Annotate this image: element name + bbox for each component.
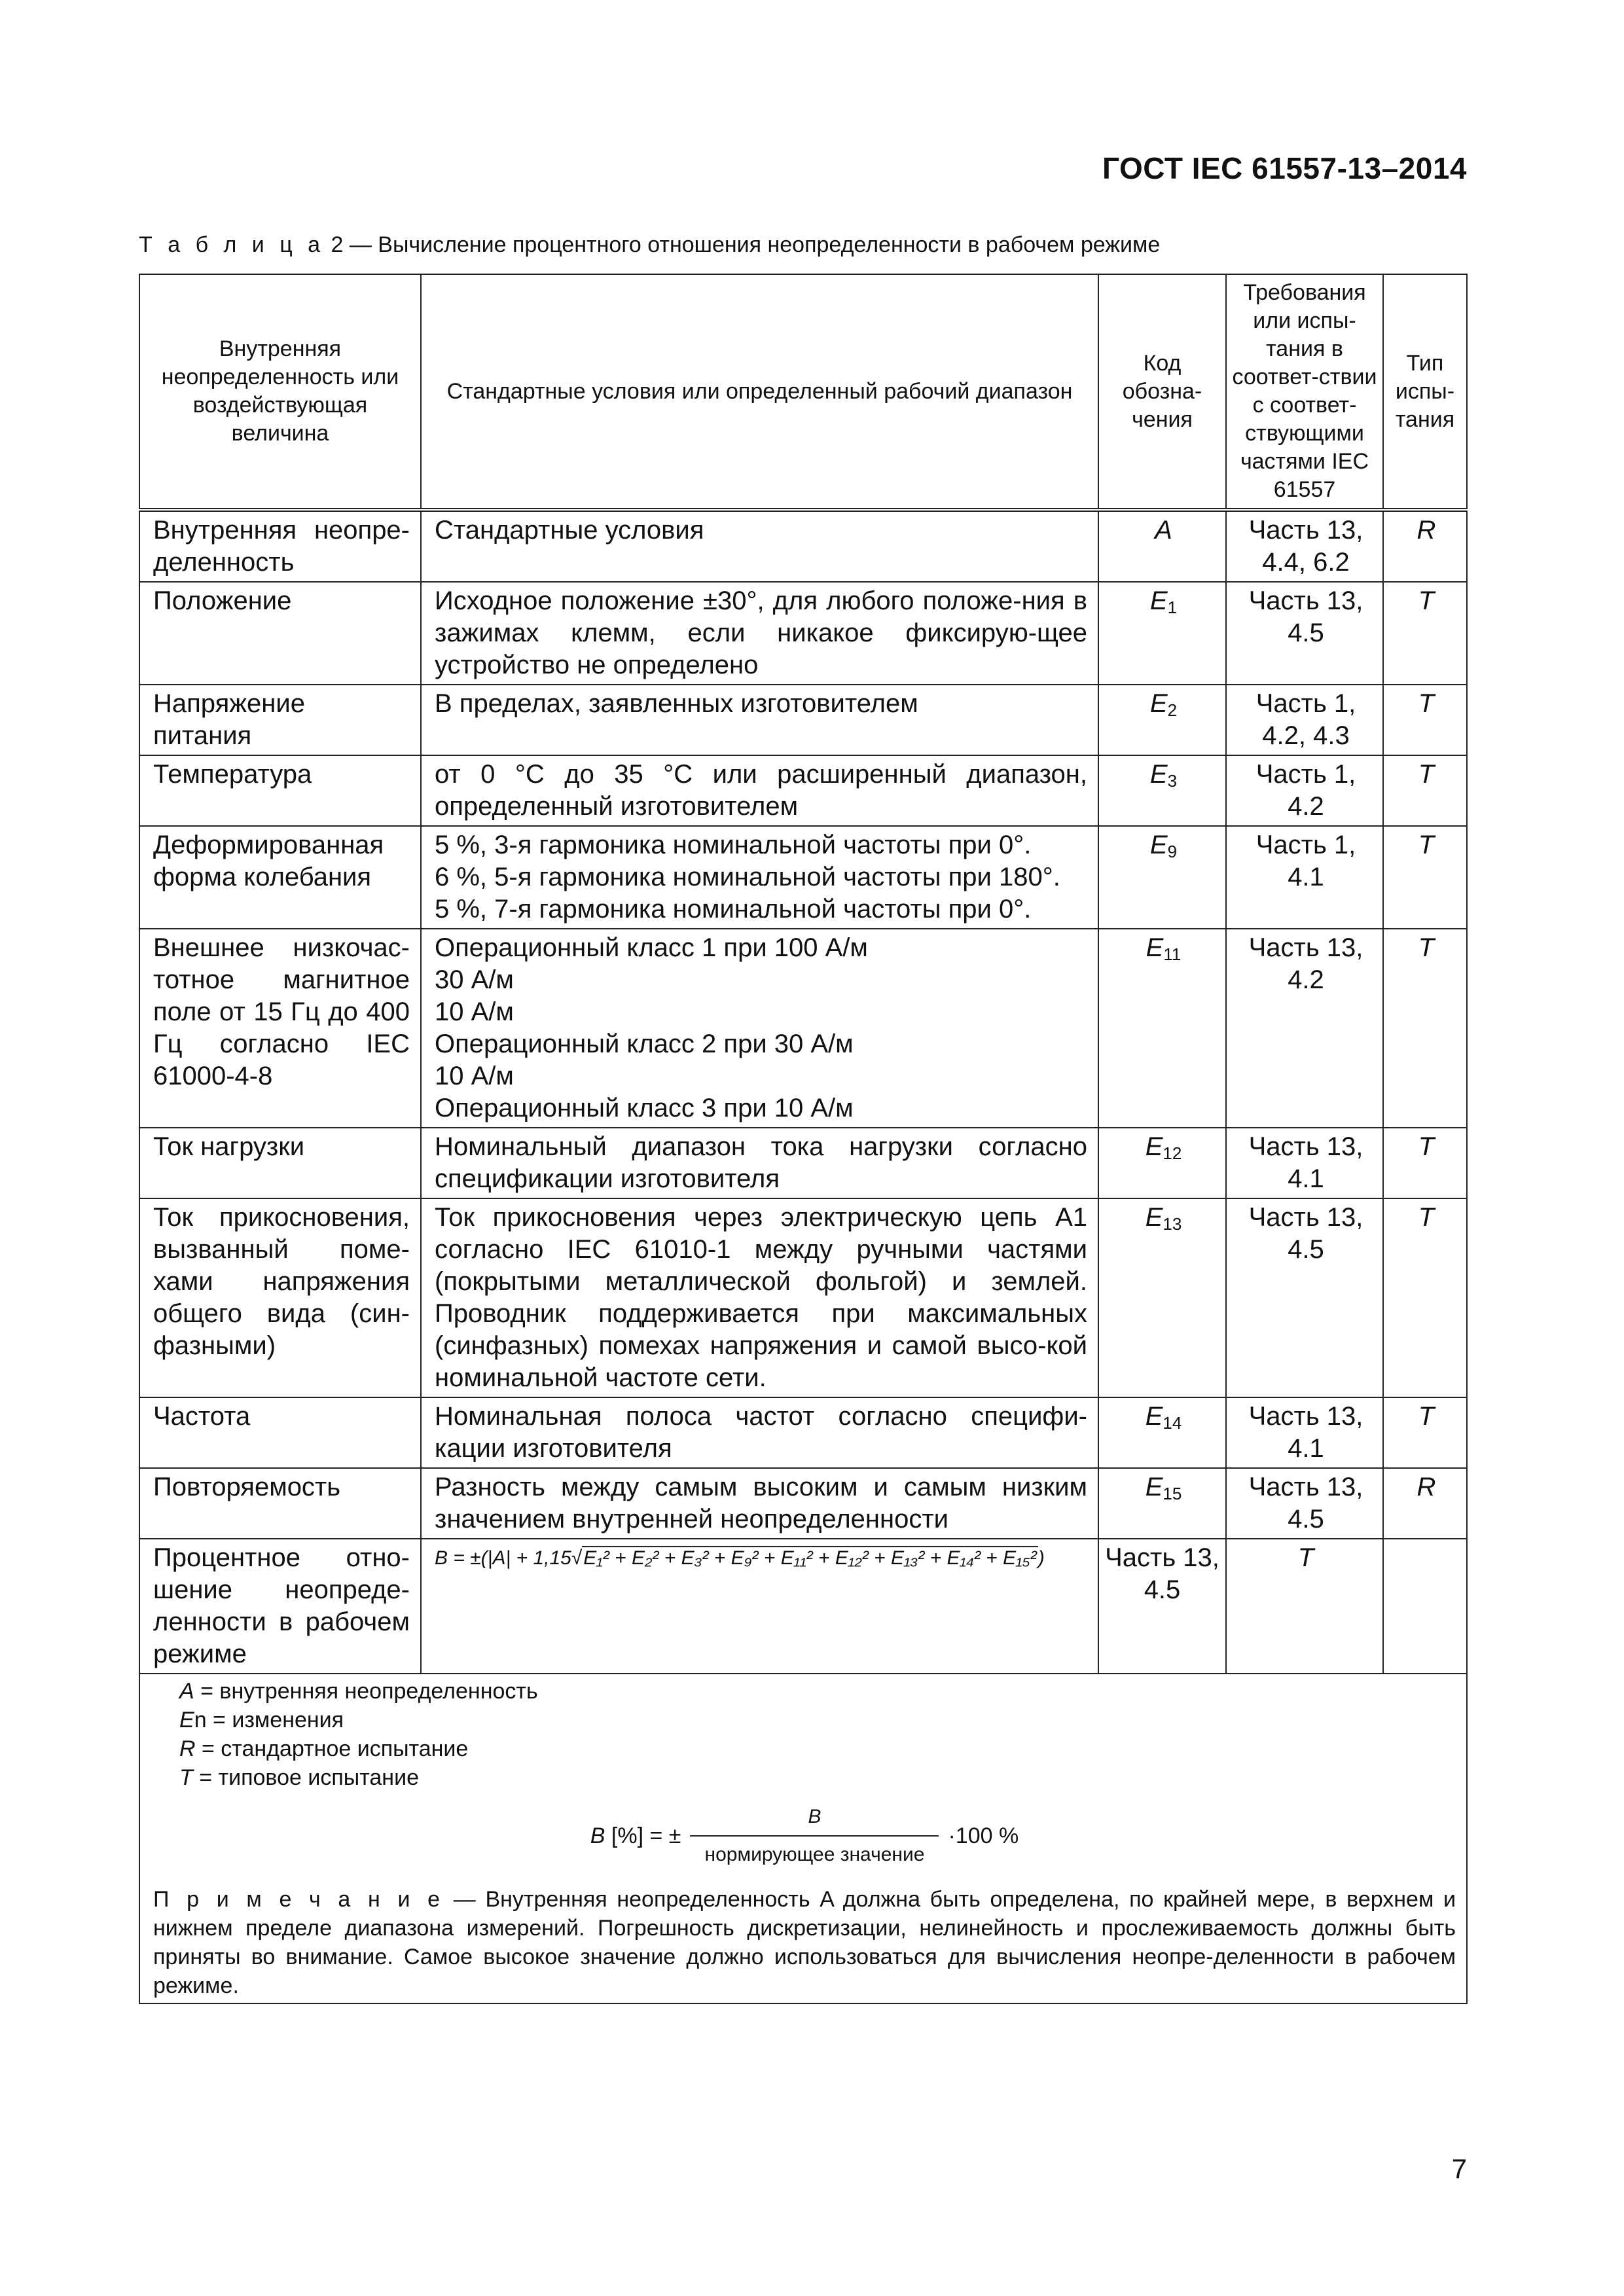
cell-requirements: Часть 13, 4.5	[1226, 1468, 1383, 1539]
col-header-requirements: Требования или испы-тания в соответ-ствии с соответ-ствующими частями IEC 61557	[1226, 274, 1383, 510]
cell-conditions: Номинальный диапазон тока нагрузки согласно спецификации изготовителя	[421, 1128, 1098, 1198]
cell-influence: Ток прикосновения, вызванный поме-хами напряжения общего вида (син-фазными)	[139, 1198, 421, 1397]
code-symbol: E	[1149, 586, 1168, 615]
col-header-test-type: Тип испы-тания	[1383, 274, 1467, 510]
cell-conditions: Номинальная полоса частот согласно специфи-кации изготовителя	[421, 1397, 1098, 1468]
cell-code	[1098, 582, 1226, 685]
cell-conditions: от 0 °С до 35 °С или расширенный диапазон, определенный изготовителем	[421, 755, 1098, 826]
legend-text: = внутренняя неопределенность	[194, 1679, 538, 1704]
uncertainty-table	[139, 274, 1468, 2004]
condition-line: Операционный класс 2 при 30 А/м	[435, 1030, 854, 1058]
cell-test-type: T	[1383, 826, 1467, 929]
cell-conditions: Разность между самым высоким и самым низким значением внутренней неопределенности	[421, 1468, 1098, 1539]
fraction-lhs-symbol: B	[590, 1823, 605, 1848]
cell-test-type: T	[1383, 1397, 1467, 1468]
code-symbol: E	[1145, 1402, 1163, 1431]
condition-line: 5 %, 7-я гармоника номинальной частоты при 0°.	[435, 895, 1032, 924]
note-text: — Внутренняя неопределенность A должна быть определена, по крайней мере, в верхнем и нижнем пределе диапазона измерений. Погрешность дискретизации, нелинейность и прослеживаемость должны быть приняты во внимание. Самое высокое значение должно использоваться для вычисления неопре-деленности в рабочем режиме.	[153, 1887, 1456, 1998]
cell-test-type: T	[1383, 685, 1467, 755]
cell-conditions: Исходное положение ±30°, для любого положе-ния в зажимах клемм, если никакое фиксирую-щее устройство не определено	[421, 582, 1098, 685]
caption-text: 2 — Вычисление процентного отношения неопределенности в рабочем режиме	[325, 232, 1161, 257]
code-symbol: E	[1145, 1473, 1163, 1501]
percent-formula	[153, 1803, 1456, 1869]
table-row	[139, 582, 1467, 685]
code-symbol: E	[1145, 1132, 1163, 1161]
legend-item	[179, 1706, 1456, 1734]
note-label: П р и м е ч а н и е	[153, 1887, 444, 1912]
condition-line: 10 А/м	[435, 997, 514, 1026]
table-row	[139, 1198, 1467, 1397]
cell-code	[1098, 755, 1226, 826]
cell-test-type: T	[1383, 929, 1467, 1128]
formula-prefix: B = ±(|A| + 1,15	[435, 1547, 571, 1569]
fraction-denominator: нормирующее значение	[704, 1844, 925, 1865]
code-symbol: E	[1149, 760, 1168, 789]
cell-requirements: Часть 1, 4.2, 4.3	[1226, 685, 1383, 755]
caption-label: Т а б л и ц а	[139, 232, 325, 257]
cell-code	[1098, 826, 1226, 929]
fraction	[690, 1803, 939, 1869]
legend-list	[153, 1677, 1456, 1792]
code-symbol: E	[1149, 689, 1168, 718]
cell-influence: Напряжение питания	[139, 685, 421, 755]
cell-requirements: Часть 1, 4.2	[1226, 755, 1383, 826]
cell-influence: Частота	[139, 1397, 421, 1468]
cell-influence: Повторяемость	[139, 1468, 421, 1539]
cell-code	[1098, 685, 1226, 755]
legend-item	[179, 1763, 1456, 1792]
cell-test-type: T	[1383, 1128, 1467, 1198]
cell-test-type: T	[1383, 582, 1467, 685]
table-header-row	[139, 274, 1467, 510]
fraction-numerator: B	[808, 1806, 821, 1827]
cell-code	[1098, 929, 1226, 1128]
legend-text: n = изменения	[194, 1708, 344, 1732]
table-row	[139, 1397, 1467, 1468]
cell-code	[1098, 1128, 1226, 1198]
code-subscript: 14	[1163, 1413, 1182, 1433]
code-subscript: 13	[1163, 1214, 1182, 1234]
code-subscript: 12	[1163, 1143, 1182, 1163]
cell-conditions: В пределах, заявленных изготовителем	[421, 685, 1098, 755]
cell-influence: Деформированная форма колебания	[139, 826, 421, 929]
condition-line: Операционный класс 3 при 10 А/м	[435, 1094, 854, 1122]
table-row	[139, 929, 1467, 1128]
legend-symbol: T	[179, 1765, 193, 1790]
code-subscript: 3	[1167, 771, 1178, 791]
cell-influence: Процентное отно-шение неопреде-ленности в рабочем режиме	[139, 1539, 421, 1674]
table-notes-row	[139, 1674, 1467, 2003]
code-subscript: 1	[1167, 598, 1178, 617]
cell-formula: B = ±(|A| + 1,15√E₁² + E₂² + E₃² + E₉² + E₁₁² + E₁₂² + E₁₃² + E₁₄² + E₁₅²)	[421, 1539, 1098, 1674]
table-body	[139, 510, 1467, 2003]
cell-influence: Внешнее низкочас-тотное магнитное поле от 15 Гц до 400 Гц согласно IEC 61000-4-8	[139, 929, 421, 1128]
cell-conditions: Ток прикосновения через электрическую цепь А1 согласно IEC 61010-1 между ручными частями (покрытыми металлической фольгой) и землей. Проводник поддерживается при максимальных (синфазных) помехах напряжения и самой высо-кой номинальной частоте сети.	[421, 1198, 1098, 1397]
legend-text: = стандартное испытание	[195, 1736, 469, 1761]
standard-code: ГОСТ IEC 61557-13–2014	[1102, 151, 1467, 185]
cell-test-type: T	[1226, 1539, 1383, 1674]
code-subscript: 11	[1163, 944, 1182, 964]
legend-item	[179, 1734, 1456, 1763]
cell-requirements: Часть 13, 4.5	[1226, 582, 1383, 685]
formula-suffix: )	[1038, 1547, 1045, 1569]
page-number: 7	[1451, 2153, 1467, 2184]
note	[153, 1885, 1456, 2000]
code-subscript: 2	[1167, 700, 1178, 720]
cell-influence: Положение	[139, 582, 421, 685]
cell-code	[1098, 1198, 1226, 1397]
cell-requirements: Часть 13, 4.2	[1226, 929, 1383, 1128]
code-symbol: E	[1146, 933, 1164, 962]
cell-test-type: R	[1383, 1468, 1467, 1539]
cell-conditions	[421, 826, 1098, 929]
code-symbol: A	[1155, 516, 1172, 545]
cell-requirements: Часть 13, 4.1	[1226, 1397, 1383, 1468]
code-symbol: E	[1145, 1203, 1163, 1232]
cell-influence: Ток нагрузки	[139, 1128, 421, 1198]
formula-radicand: E₁² + E₂² + E₃² + E₉² + E₁₁² + E₁₂² + E₁₃² + E₁₄² + E₁₅²	[583, 1547, 1037, 1569]
table-row	[139, 510, 1467, 582]
cell-test-type: T	[1383, 1198, 1467, 1397]
cell-requirements: Часть 13, 4.5	[1226, 1198, 1383, 1397]
col-header-code: Код обозна-чения	[1098, 274, 1226, 510]
legend-symbol: A	[179, 1679, 194, 1704]
cell-test-type: R	[1383, 510, 1467, 582]
legend-symbol: R	[179, 1736, 196, 1761]
legend-symbol: E	[179, 1708, 194, 1732]
table-row	[139, 1128, 1467, 1198]
cell-code	[1098, 1397, 1226, 1468]
fraction-lhs: [%] = ±	[605, 1823, 681, 1848]
cell-influence: Температура	[139, 755, 421, 826]
code-symbol: E	[1149, 831, 1168, 859]
condition-line: 5 %, 3-я гармоника номинальной частоты при 0°.	[435, 831, 1032, 859]
cell-requirements: Часть 13, 4.4, 6.2	[1226, 510, 1383, 582]
legend-item	[179, 1677, 1456, 1706]
notes-cell	[139, 1674, 1467, 2003]
table-row	[139, 826, 1467, 929]
table-row-operating-uncertainty	[139, 1539, 1467, 1674]
code-subscript: 15	[1163, 1484, 1182, 1503]
condition-line: 10 А/м	[435, 1062, 514, 1090]
cell-code	[1098, 1468, 1226, 1539]
table-caption	[139, 232, 1160, 258]
cell-test-type: T	[1383, 755, 1467, 826]
cell-requirements: Часть 13, 4.5	[1098, 1539, 1226, 1674]
cell-influence: Внутренняя неопре-деленность	[139, 510, 421, 582]
col-header-influence: Внутренняя неопределенность или воздействующая величина	[139, 274, 421, 510]
cell-requirements: Часть 1, 4.1	[1226, 826, 1383, 929]
cell-empty	[1383, 1539, 1467, 1674]
condition-line: 6 %, 5-я гармоника номинальной частоты при 180°.	[435, 863, 1060, 891]
cell-conditions	[421, 929, 1098, 1128]
table-row	[139, 755, 1467, 826]
condition-line: Операционный класс 1 при 100 А/м	[435, 933, 868, 962]
cell-code	[1098, 510, 1226, 582]
fraction-rhs: ·100 %	[948, 1823, 1019, 1848]
cell-requirements: Часть 13, 4.1	[1226, 1128, 1383, 1198]
col-header-conditions: Стандартные условия или определенный рабочий диапазон	[421, 274, 1098, 510]
code-subscript: 9	[1167, 842, 1178, 861]
legend-text: = типовое испытание	[192, 1765, 419, 1790]
cell-conditions: Стандартные условия	[421, 510, 1098, 582]
table-row	[139, 1468, 1467, 1539]
condition-line: 30 А/м	[435, 965, 514, 994]
table-row	[139, 685, 1467, 755]
